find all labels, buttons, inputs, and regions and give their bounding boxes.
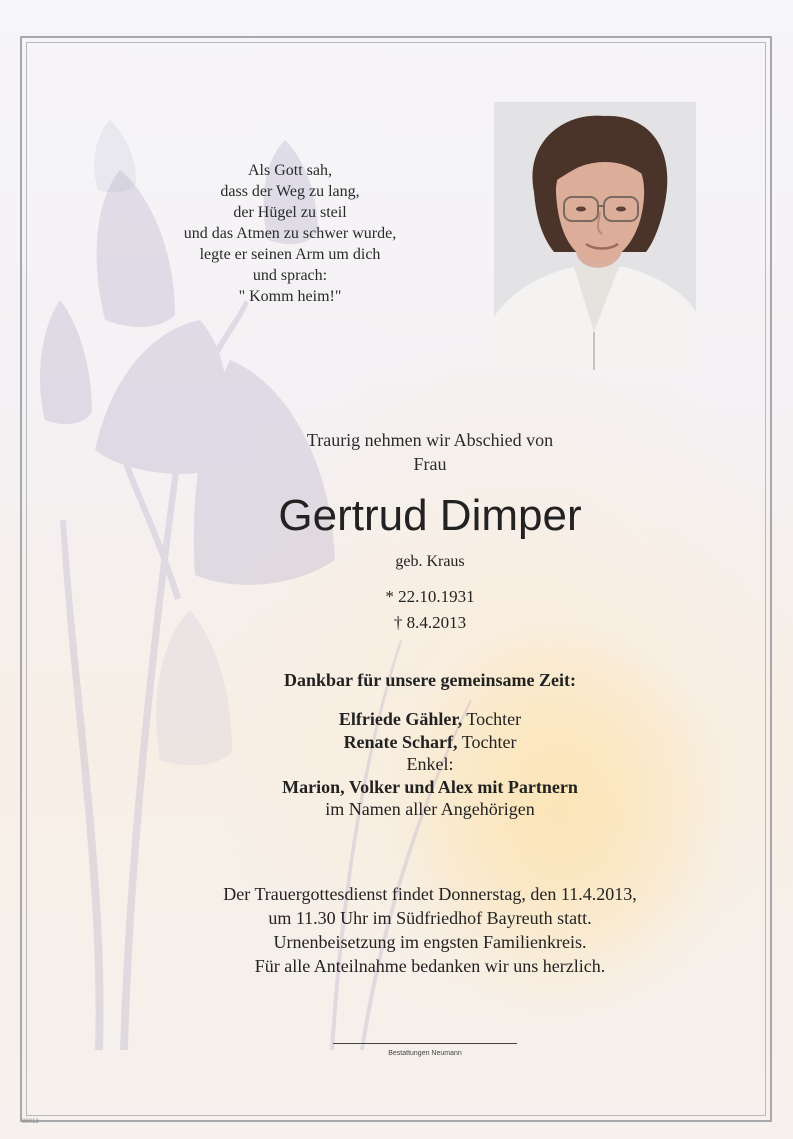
service-line: Urnenbeisetzung im engsten Familienkreis. <box>273 932 587 952</box>
family-member-role: Tochter <box>462 709 522 729</box>
poem-line: dass der Weg zu lang, <box>220 183 360 200</box>
grandchildren-names <box>100 776 760 799</box>
funeral-home-name: Bestattungen Neumann <box>388 1050 462 1057</box>
service-line: um 11.30 Uhr im Südfriedhof Bayreuth statt. <box>268 908 592 928</box>
portrait-photo <box>494 102 696 370</box>
service-line: Der Trauergottesdienst findet Donnerstag, den 11.4.2013, <box>223 884 637 904</box>
family-list <box>100 708 760 821</box>
life-dates <box>100 584 760 636</box>
poem-line: " Komm heim!" <box>238 288 342 305</box>
family-member <box>100 708 760 731</box>
family-member-name: Elfriede Gähler, <box>338 709 463 729</box>
service-line: Für alle Anteilnahme bedanken wir uns herzlich. <box>254 956 606 976</box>
service-info <box>60 882 793 978</box>
intro-line: Traurig nehmen wir Abschied von <box>306 430 554 450</box>
thanks-heading: Dankbar für unsere gemeinsame Zeit: <box>284 670 576 690</box>
family-member-role: Tochter <box>457 731 517 752</box>
grandchildren-label: Enkel: <box>406 754 454 774</box>
birth-name: geb. Kraus <box>395 553 465 570</box>
family-closing: im Namen aller Angehörigen <box>325 799 535 819</box>
document-code: 89013 <box>22 1119 39 1125</box>
family-member-name: Renate Scharf, <box>343 731 458 752</box>
poem-line: der Hügel zu steil <box>233 204 347 221</box>
portrait-illustration <box>494 102 696 370</box>
poem-line: legte er seinen Arm um dich <box>199 246 381 263</box>
intro-salutation: Frau <box>413 454 447 474</box>
grandchildren-text: Marion, Volker und Alex mit Partnern <box>282 776 578 797</box>
poem-line: und sprach: <box>252 267 328 284</box>
deceased-name: Gertrud Dimper <box>278 491 582 540</box>
intro <box>100 428 760 476</box>
poem-line: Als Gott sah, <box>248 162 332 179</box>
signature-line <box>333 1043 517 1044</box>
poem <box>140 160 440 307</box>
family-member <box>100 731 760 754</box>
birth-date: * 22.10.1931 <box>385 587 475 606</box>
poem-line: und das Atmen zu schwer wurde, <box>183 225 397 242</box>
death-date: † 8.4.2013 <box>393 613 467 632</box>
